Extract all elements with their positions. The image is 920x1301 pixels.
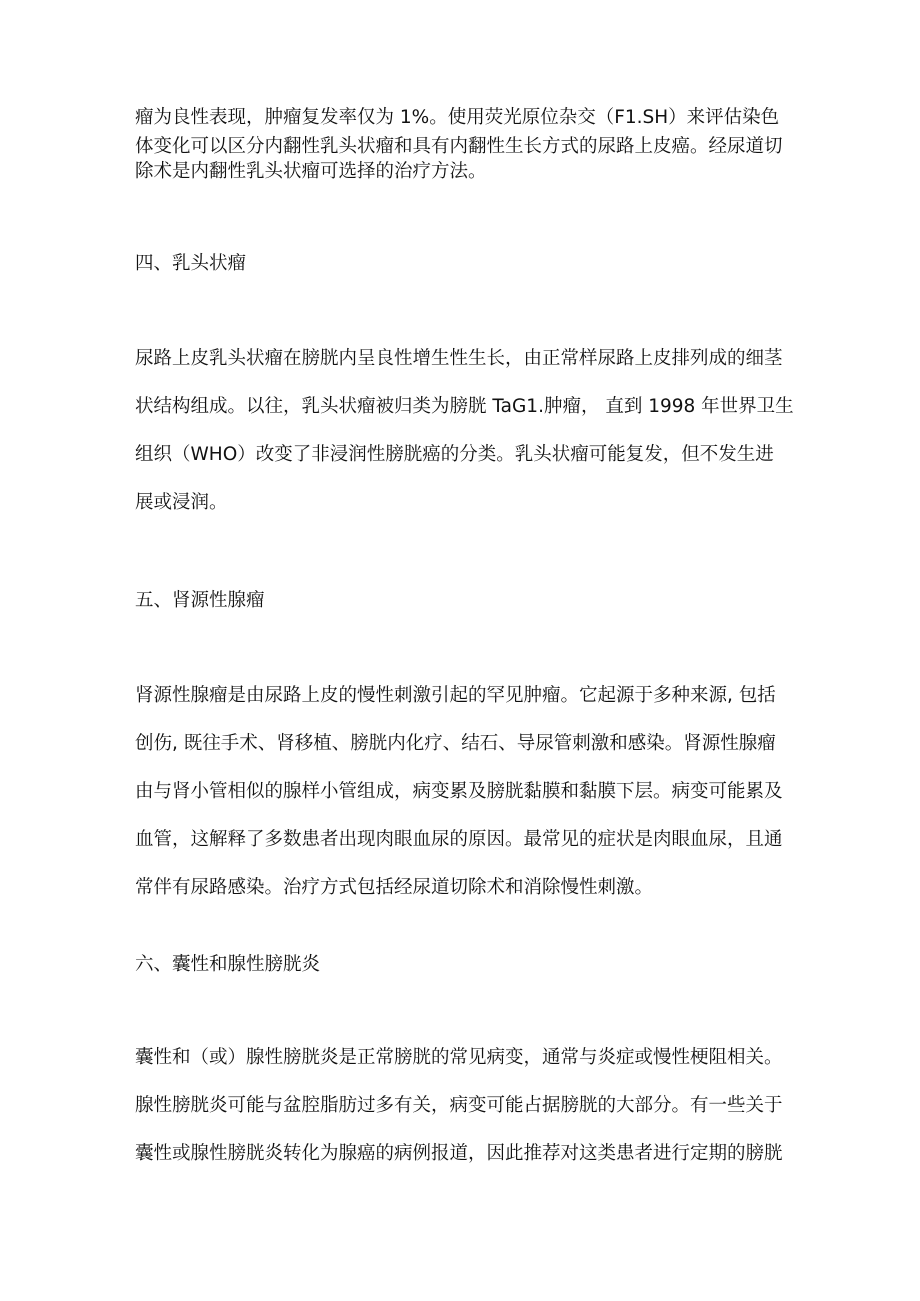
section6-heading: 六、囊性和腺性膀胱炎 xyxy=(135,954,321,975)
section6-line-2: 腺性膀胱炎可能与盆腔脂肪过多有关，病变可能占据膀胱的大部分。有一些关于 xyxy=(135,1095,783,1116)
section5-line-4: 血管，这解释了多数患者出现肉眼血尿的原因。最常见的症状是肉眼血尿，且通 xyxy=(135,829,783,850)
intro-line-1: 瘤为良性表现，肿瘤复发率仅为 1%。使用荧光原位杂交（F1.SH）来评估染色 xyxy=(135,107,780,128)
section5-heading: 五、肾源性腺瘤 xyxy=(135,590,265,611)
section4-line-4: 展或浸润。 xyxy=(135,492,228,513)
section4-line-2: 状结构组成。以往，乳头状瘤被归类为膀胱 TaG1.肿瘤， 直到 1998 年世界卫生 xyxy=(135,396,794,417)
section4-line-3: 组织（WHO）改变了非浸润性膀胱癌的分类。乳头状瘤可能复发，但不发生进 xyxy=(135,444,774,465)
section5-line-2: 创伤, 既往手术、肾移植、膀胱内化疗、结石、导尿管刺激和感染。肾源性腺瘤 xyxy=(135,733,776,754)
section5-line-5: 常伴有尿路感染。治疗方式包括经尿道切除术和消除慢性刺激。 xyxy=(135,877,654,898)
intro-line-2: 体变化可以区分内翻性乳头状瘤和具有内翻性生长方式的尿路上皮癌。经尿道切 xyxy=(135,136,783,157)
section5-line-1: 肾源性腺瘤是由尿路上皮的慢性刺激引起的罕见肿瘤。它起源于多种来源, 包括 xyxy=(135,685,776,706)
intro-line-3: 除术是内翻性乳头状瘤可选择的治疗方法。 xyxy=(135,161,487,182)
section6-line-1: 囊性和（或）腺性膀胱炎是正常膀胱的常见病变，通常与炎症或慢性梗阻相关。 xyxy=(135,1047,783,1068)
section6-line-3: 囊性或腺性膀胱炎转化为腺癌的病例报道，因此推荐对这类患者进行定期的膀胱 xyxy=(135,1143,783,1164)
section4-heading: 四、乳头状瘤 xyxy=(135,253,247,274)
section5-line-3: 由与肾小管相似的腺样小管组成，病变累及膀胱黏膜和黏膜下层。病变可能累及 xyxy=(135,781,783,802)
section4-line-1: 尿路上皮乳头状瘤在膀胱内呈良性增生性生长，由正常样尿路上皮排列成的细茎 xyxy=(135,348,783,369)
